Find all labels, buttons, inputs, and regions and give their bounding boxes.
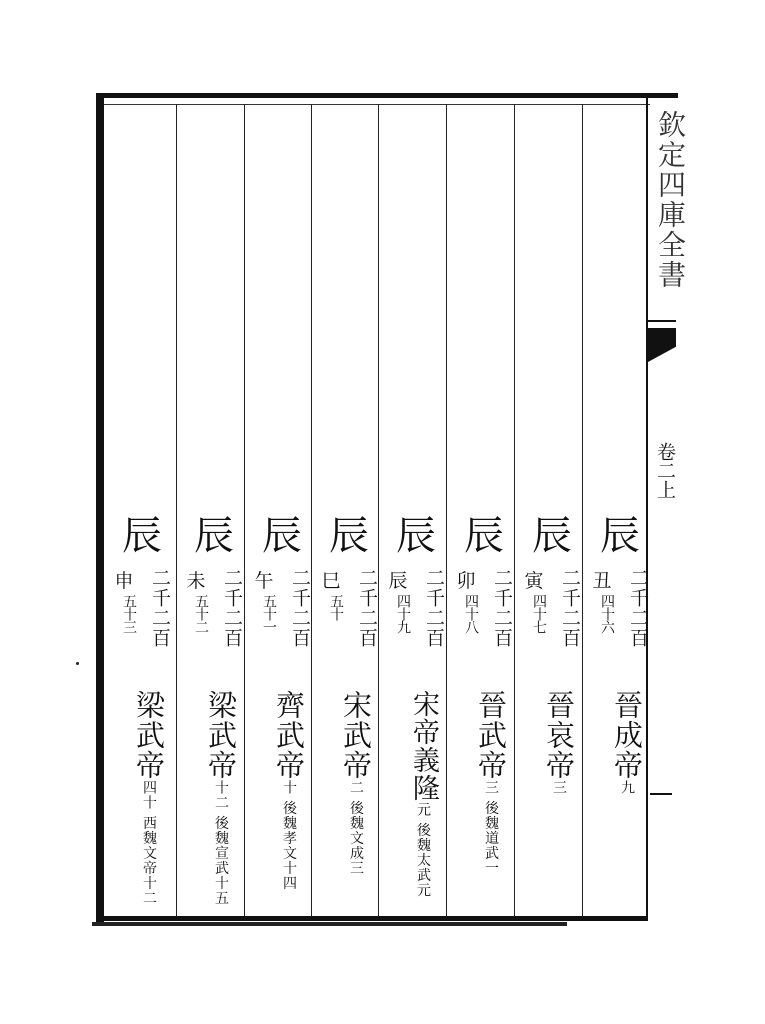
entry-column: [584, 510, 656, 915]
emperor-year-2: 十五: [213, 875, 229, 906]
entry-year: 二千二百: [559, 568, 581, 648]
entry-branch: 午: [254, 570, 274, 592]
emperor-name: 齊武帝: [272, 690, 306, 780]
entry-branch: 巳: [321, 570, 341, 592]
emperor-year-2: 一: [483, 860, 499, 876]
entry-emperor: [524, 690, 574, 795]
entry-head: 辰: [464, 513, 504, 559]
entry-year: 二千二百: [423, 568, 445, 648]
entry-number: 四十七: [531, 594, 547, 633]
emperor-name: 梁武帝: [204, 690, 238, 780]
entry-head: 辰: [329, 513, 369, 559]
emperor-year-2: 元: [415, 882, 431, 898]
emperor-year-2: 十二: [141, 875, 157, 906]
fish-tail-mark: [648, 328, 676, 362]
entry-column: [448, 510, 520, 915]
entry-emperor: [186, 690, 236, 905]
entry-head: 辰: [532, 513, 572, 559]
emperor-name: 宋武帝: [339, 690, 373, 780]
entry-head: 辰: [600, 513, 640, 559]
emperor-year: 九: [619, 780, 635, 795]
entry-number: 四十八: [463, 594, 479, 633]
entry-head: 辰: [194, 513, 234, 559]
entry-number: 四十九: [395, 594, 411, 633]
emperor-name: 晉哀帝: [542, 690, 576, 780]
emperor-name: 晉成帝: [610, 690, 644, 780]
frame-top-border: [96, 93, 678, 98]
entry-column: [516, 510, 588, 915]
emperor-year: 二 後魏文成: [348, 780, 364, 861]
entry-emperor: [254, 690, 304, 890]
entry-column: [313, 510, 385, 915]
entry-branch: 寅: [524, 570, 544, 592]
entry-head: 辰: [396, 513, 436, 559]
entry-number: 五十一: [261, 594, 277, 633]
emperor-year: 十二 後魏宣武: [213, 780, 229, 876]
entry-column: [246, 510, 318, 915]
entry-emperor: [388, 690, 438, 897]
emperor-year: 元 後魏太武: [415, 802, 431, 883]
entry-branch: 卯: [456, 570, 476, 592]
entry-emperor: [456, 690, 506, 875]
entry-number: 四十六: [599, 594, 615, 633]
entry-column: [106, 510, 178, 915]
entry-number: 五十三: [121, 594, 137, 633]
entry-branch: 未: [186, 570, 206, 592]
emperor-name: 晉武帝: [474, 690, 508, 780]
volume-label: 卷二上: [654, 442, 676, 499]
emperor-year-2: 十四: [281, 860, 297, 891]
emperor-year: 四十 西魏文帝: [141, 780, 157, 876]
frame-bottom-shadow: [92, 922, 567, 926]
entry-column: [380, 510, 452, 915]
emperor-year: 三: [551, 780, 567, 795]
entry-branch: 辰: [388, 570, 408, 592]
emperor-name: 梁武帝: [132, 690, 166, 780]
speck: [76, 662, 79, 665]
entry-year: 二千二百: [149, 568, 171, 648]
entry-emperor: [114, 690, 164, 905]
emperor-year: 三 後魏道武: [483, 780, 499, 861]
frame-left-border: [96, 94, 104, 924]
emperor-year-2: 三: [348, 860, 364, 876]
entry-year: 二千二百: [356, 568, 378, 648]
entry-number: 五十: [328, 594, 344, 620]
emperor-name: 宋帝義隆: [408, 690, 439, 802]
entry-emperor: [592, 690, 642, 795]
entry-year: 二千二百: [221, 568, 243, 648]
book-title: 欽定四庫全書: [654, 110, 687, 290]
entry-head: 辰: [122, 513, 162, 559]
entry-number: 五十二: [193, 594, 209, 633]
entry-branch: 申: [114, 570, 134, 592]
entry-emperor: [321, 690, 371, 875]
entry-year: 二千二百: [289, 568, 311, 648]
entry-year: 二千二百: [491, 568, 513, 648]
fish-tail-line: [648, 320, 676, 322]
emperor-year: 十 後魏孝文: [281, 780, 297, 861]
entry-column: [178, 510, 250, 915]
frame-top-inner-border: [104, 104, 650, 105]
frame-bottom-border: [96, 916, 648, 921]
entry-year: 二千二百: [627, 568, 649, 648]
entry-head: 辰: [262, 513, 302, 559]
entry-branch: 丑: [592, 570, 612, 592]
